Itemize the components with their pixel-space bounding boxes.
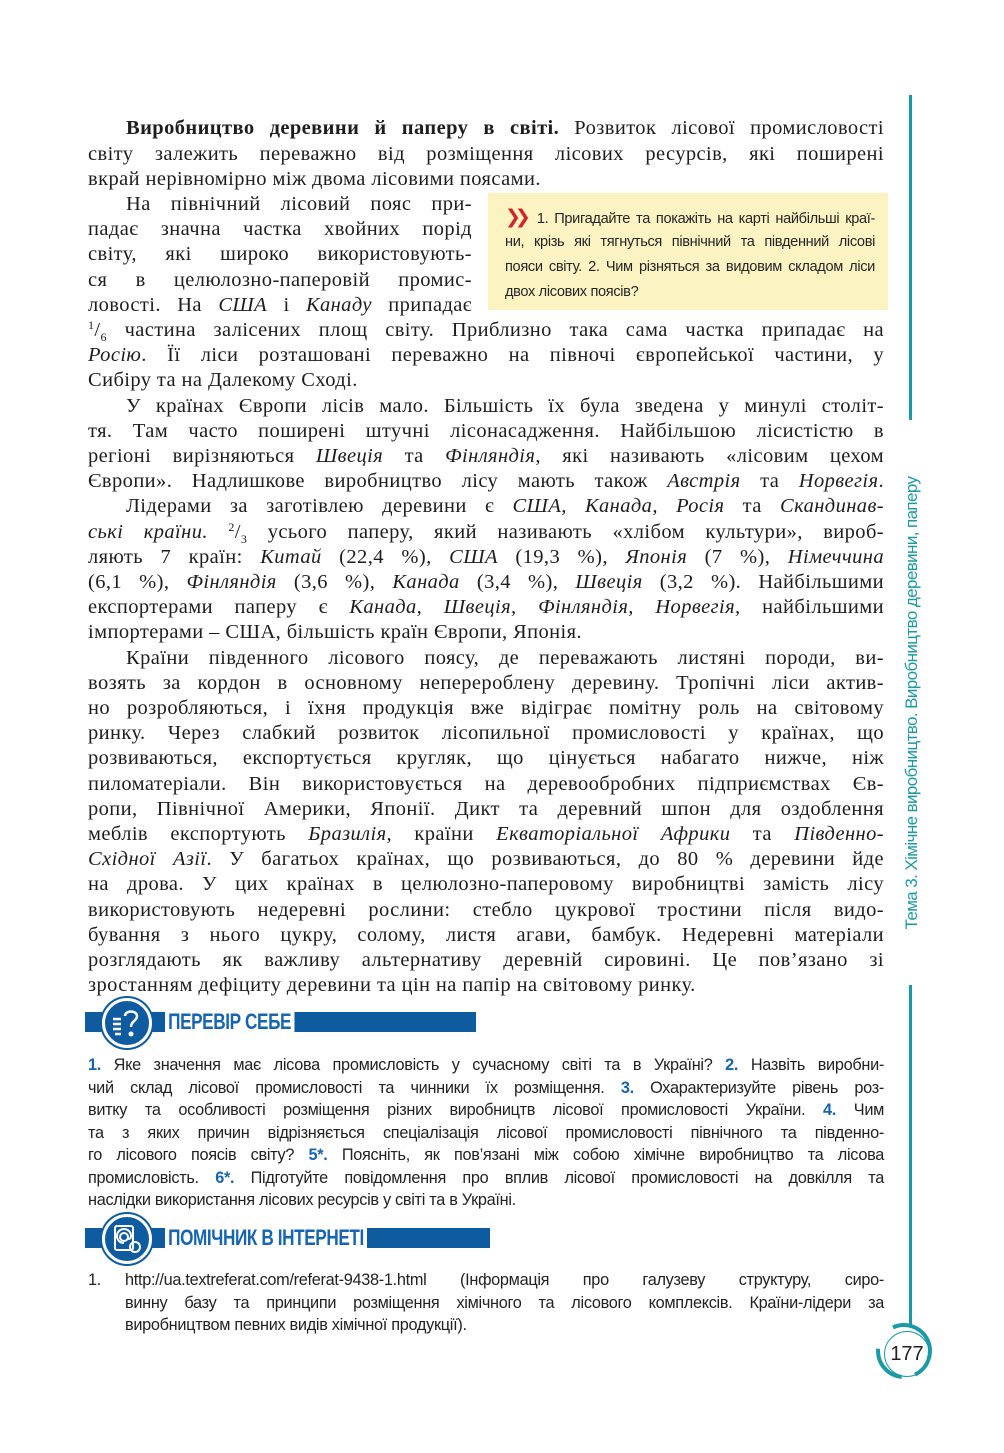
text-line	[88, 494, 884, 519]
text-segment: Європи». Надлишкове виробництво лісу мають також	[88, 470, 668, 493]
text-segment: регіоні вирізняються	[88, 445, 316, 467]
text-segment: найбільшими	[740, 596, 884, 619]
link-line[interactable]: http://ua.textreferat.com/referat-9438-1.html (Інформація про галузеву структуру, сиро-	[125, 1271, 884, 1289]
question-line	[88, 1122, 884, 1145]
question-line	[88, 1167, 884, 1190]
text-line	[88, 646, 884, 671]
italic-term: Фінляндія	[186, 571, 277, 593]
note-text: 1. Пригадайте та покажіть на карті найбільші краї-	[536, 211, 875, 227]
text-line	[88, 570, 884, 595]
text-segment: (3,4 %),	[459, 571, 576, 593]
text-line	[88, 318, 884, 343]
text-segment: та	[740, 470, 799, 493]
text-segment: ся в целюлозно-паперовій промис-	[88, 268, 472, 291]
text-segment: ляють 7 країн:	[88, 545, 261, 568]
text-line	[88, 772, 884, 797]
question-line	[88, 1054, 884, 1077]
text-segment: Лідерами за заготівлею деревини є	[126, 495, 513, 518]
check-yourself-header	[85, 996, 505, 1046]
text-line	[88, 368, 884, 393]
text-line	[88, 419, 884, 444]
text-line	[88, 948, 884, 973]
text-segment: усього паперу, який називають «хлібом культури», вироб-	[247, 520, 884, 543]
text-segment: . Її ліси розташовані переважно на півночі європейської частини, у	[141, 344, 884, 367]
text-segment: 3	[240, 531, 248, 546]
question-text: Чим	[836, 1101, 885, 1119]
italic-term: Канада	[392, 571, 460, 593]
link-description-line: винну базу та принципи розміщення хімічного та лісового комплексів. Країни-лідери за	[125, 1293, 884, 1312]
link-description-line: виробництвом певних видів хімічної продукції).	[125, 1316, 467, 1334]
note-text: ни, крізь які тягнуться північний та південний лісові	[505, 234, 875, 250]
text-segment: експортерами паперу є	[88, 596, 350, 619]
question-line	[88, 1099, 884, 1122]
text-segment: припадає	[371, 293, 472, 316]
text-segment: ропи, Північної Америки, Японії. Дикт та деревний шпон для оздоблення	[88, 797, 884, 820]
text-line	[88, 242, 472, 267]
text-segment: 6	[100, 330, 107, 344]
text-line	[88, 167, 884, 192]
italic-term: США	[449, 545, 498, 568]
text-segment: і	[267, 293, 306, 316]
question-text: та з яких причин відрізняється спеціалізація лісової промисловості північного та південно-	[88, 1123, 884, 1142]
text-line	[88, 268, 472, 293]
italic-term: Східної Азії	[88, 848, 207, 871]
italic-term: Німеччина	[787, 545, 885, 568]
note-line	[505, 255, 875, 280]
italic-term: США, Канада, Росія	[512, 495, 725, 518]
text-segment: використовують недеревні рослини: стебло цукрової тростини після видо-	[88, 898, 884, 921]
italic-term: Бразилія,	[308, 823, 393, 845]
text-segment: світу залежить переважно від розміщення лісових ресурсів, які поширені	[88, 142, 884, 165]
internet-helper-header	[85, 1212, 505, 1262]
text-line	[88, 822, 884, 847]
question-text: Охарактеризуйте рівень роз-	[633, 1078, 884, 1097]
text-line	[88, 116, 884, 141]
text-line	[88, 847, 884, 872]
text-line	[88, 343, 884, 368]
internet-helper-title: ПОМІЧНИК В ІНТЕРНЕТІ	[165, 1222, 367, 1254]
question-text: витку та особливості розміщення різних виробництв лісової промисловості України.	[88, 1101, 824, 1119]
text-line	[88, 595, 884, 620]
italic-term: Китай	[260, 545, 322, 568]
text-segment: та	[724, 495, 781, 518]
question-number: 2.	[725, 1056, 739, 1074]
text-segment: на дрова. У цих країнах в целюлозно-паперовому виробництві замість лісу	[88, 873, 884, 896]
question-number: 6*.	[215, 1168, 235, 1187]
text-line	[88, 898, 884, 923]
question-line	[88, 1144, 884, 1167]
text-segment: бування з нього цукру, солому, листя агави, бамбук. Недеревні матеріали	[88, 923, 884, 946]
text-segment: ловості. На	[88, 293, 219, 316]
question-text: промисловість.	[88, 1168, 216, 1187]
text-segment: падає значна частка хвойних порід	[88, 218, 472, 241]
text-segment: но розробляються, і їхня продукція вже відіграє помітну роль на світовому	[88, 697, 884, 719]
section-heading: Виробництво деревини й паперу в світі.	[126, 117, 560, 140]
text-segment: імпортерами – США, більшість країн Європи, Японія.	[88, 621, 582, 644]
text-line	[88, 394, 884, 419]
margin-rule	[909, 95, 912, 420]
question-text: го лісового поясів світу?	[88, 1146, 309, 1164]
italic-term: Скандинав-	[780, 495, 884, 518]
question-icon	[102, 998, 152, 1048]
question-number: 4.	[823, 1101, 837, 1119]
text-line	[88, 469, 884, 494]
text-segment: (19,3 %),	[497, 545, 626, 568]
text-segment: (3,2 %). Найбільшими	[642, 571, 884, 593]
text-segment: пиломатеріали. Він використовується на деревообробних підприємствах Єв-	[88, 772, 884, 795]
italic-term: Японія	[625, 545, 688, 568]
page-number: 177	[884, 1331, 930, 1377]
italic-term: Швеція	[315, 445, 384, 467]
text-segment: (6,1 %),	[88, 571, 187, 593]
text-segment: (3,6 %),	[276, 571, 393, 593]
text-segment: Розвиток лісової промисловості	[559, 117, 884, 140]
text-segment: (22,4 %),	[321, 545, 450, 568]
text-line	[88, 293, 472, 318]
question-line	[88, 1189, 884, 1212]
text-line	[88, 721, 884, 746]
text-line	[88, 797, 884, 822]
italic-term: Швеція	[575, 571, 643, 593]
question-text: Підготуйте повідомлення про вплив лісової промисловості на довкілля та	[234, 1168, 884, 1187]
text-segment: (7 %),	[687, 545, 788, 568]
text-segment: зростанням дефіциту деревини та цін на папір на світовому ринку.	[88, 974, 696, 997]
text-line	[88, 142, 884, 167]
question-text: чий склад лісової промисловості та чинники їх розміщення.	[88, 1078, 621, 1097]
double-chevron-right-icon: ❯❯	[505, 207, 525, 228]
text-segment: тя. Там часто поширені штучні лісонасадження. Найбільшою лісистістю в	[88, 419, 884, 442]
text-segment: возять за кордон в основному неперероблену деревину. Тропічні ліси актив-	[88, 671, 884, 694]
link-item-number: 1.	[88, 1271, 101, 1289]
italic-term: Росію	[88, 344, 142, 367]
text-segment: розглядають як важливу альтернативу деревній сировині. Це пов’язано зі	[88, 949, 884, 971]
question-number: 3.	[620, 1078, 634, 1097]
text-segment	[208, 521, 228, 543]
text-segment: ринку. Через слабкий розвиток лісопильної промисловості у країнах, що	[88, 722, 884, 745]
italic-term: Фінляндія	[445, 445, 536, 467]
chapter-sidebar-label: Тема 3. Хімічне виробництво. Виробництво деревини, паперу	[902, 476, 921, 930]
text-segment: Країни південного лісового поясу, де переважають листяні породи, ви-	[126, 646, 884, 669]
italic-term: ські країни.	[88, 520, 208, 543]
italic-term: США	[218, 293, 268, 316]
text-segment: 1	[88, 318, 95, 332]
note-line	[505, 280, 875, 305]
note-text: пояси світу. 2. Чим різняться за видовим складом ліси	[505, 259, 875, 275]
text-segment: 2	[228, 519, 235, 534]
question-number: 1.	[88, 1056, 101, 1074]
note-line	[505, 230, 875, 255]
header-bar	[290, 1012, 476, 1032]
text-segment: країни	[392, 823, 497, 845]
question-number: 5*.	[308, 1146, 328, 1164]
internet-icon	[102, 1214, 152, 1264]
text-segment: меблів експортують	[88, 823, 309, 845]
text-segment: розвиваються, експортується кругляк, що цінується набагато нижче, ніж	[88, 747, 884, 770]
text-segment: Сибіру та на Далекому Сході.	[88, 369, 358, 392]
text-line	[88, 444, 884, 469]
italic-term: Південно-	[794, 823, 884, 845]
text-line	[88, 671, 884, 696]
text-segment: світу, які широко використовують-	[88, 243, 472, 266]
text-line	[88, 923, 884, 948]
text-segment: У країнах Європи лісів мало. Більшість їх була зведена у минулі століт-	[126, 394, 884, 417]
text-line	[88, 520, 884, 545]
text-segment: . У багатьох країнах, що розвиваються, до 80 % деревини йде	[206, 848, 884, 871]
question-text: Яке значення має лісова промисловість у сучасному світі та в Україні?	[100, 1056, 726, 1074]
text-segment: .	[878, 470, 884, 493]
text-segment: , які називають «лісовим цехом	[535, 445, 884, 467]
check-yourself-title: ПЕРЕВІР СЕБЕ	[165, 1006, 294, 1038]
text-line	[88, 217, 472, 242]
italic-term: Канада, Швеція, Фінляндія, Норвегія,	[349, 596, 741, 619]
question-text: Поясніть, як пов’язані між собою хімічне виробництво та лісова	[327, 1146, 884, 1164]
italic-term: Канаду	[305, 293, 372, 316]
italic-term: Екваторіальної Африки	[496, 823, 731, 845]
text-segment: /	[234, 520, 241, 543]
question-text: наслідки використання лісових ресурсів у світі та в Україні.	[88, 1191, 516, 1209]
text-segment: та	[383, 445, 446, 467]
italic-term: Австрія	[667, 470, 741, 493]
text-segment: /	[94, 319, 101, 341]
text-line	[88, 545, 884, 570]
text-segment: частина залісених площ світу. Приблизно така сама частка припадає на	[106, 319, 884, 341]
text-line	[88, 620, 884, 645]
text-line	[88, 696, 884, 721]
text-line	[88, 973, 884, 998]
text-line	[88, 746, 884, 771]
question-text: Назвіть виробни-	[738, 1056, 884, 1074]
note-line	[505, 205, 875, 230]
think-note-box	[488, 193, 888, 310]
text-line	[88, 192, 472, 217]
text-segment: вкрай нерівномірно між двома лісовими поясами.	[88, 167, 541, 190]
text-line	[88, 872, 884, 897]
italic-term: Норвегія	[798, 470, 879, 493]
text-segment: На північний лісовий пояс при-	[126, 193, 472, 215]
margin-rule	[909, 985, 912, 1325]
question-line	[88, 1077, 884, 1100]
text-segment: та	[730, 823, 795, 845]
note-text: двох лісових поясів?	[505, 284, 639, 300]
